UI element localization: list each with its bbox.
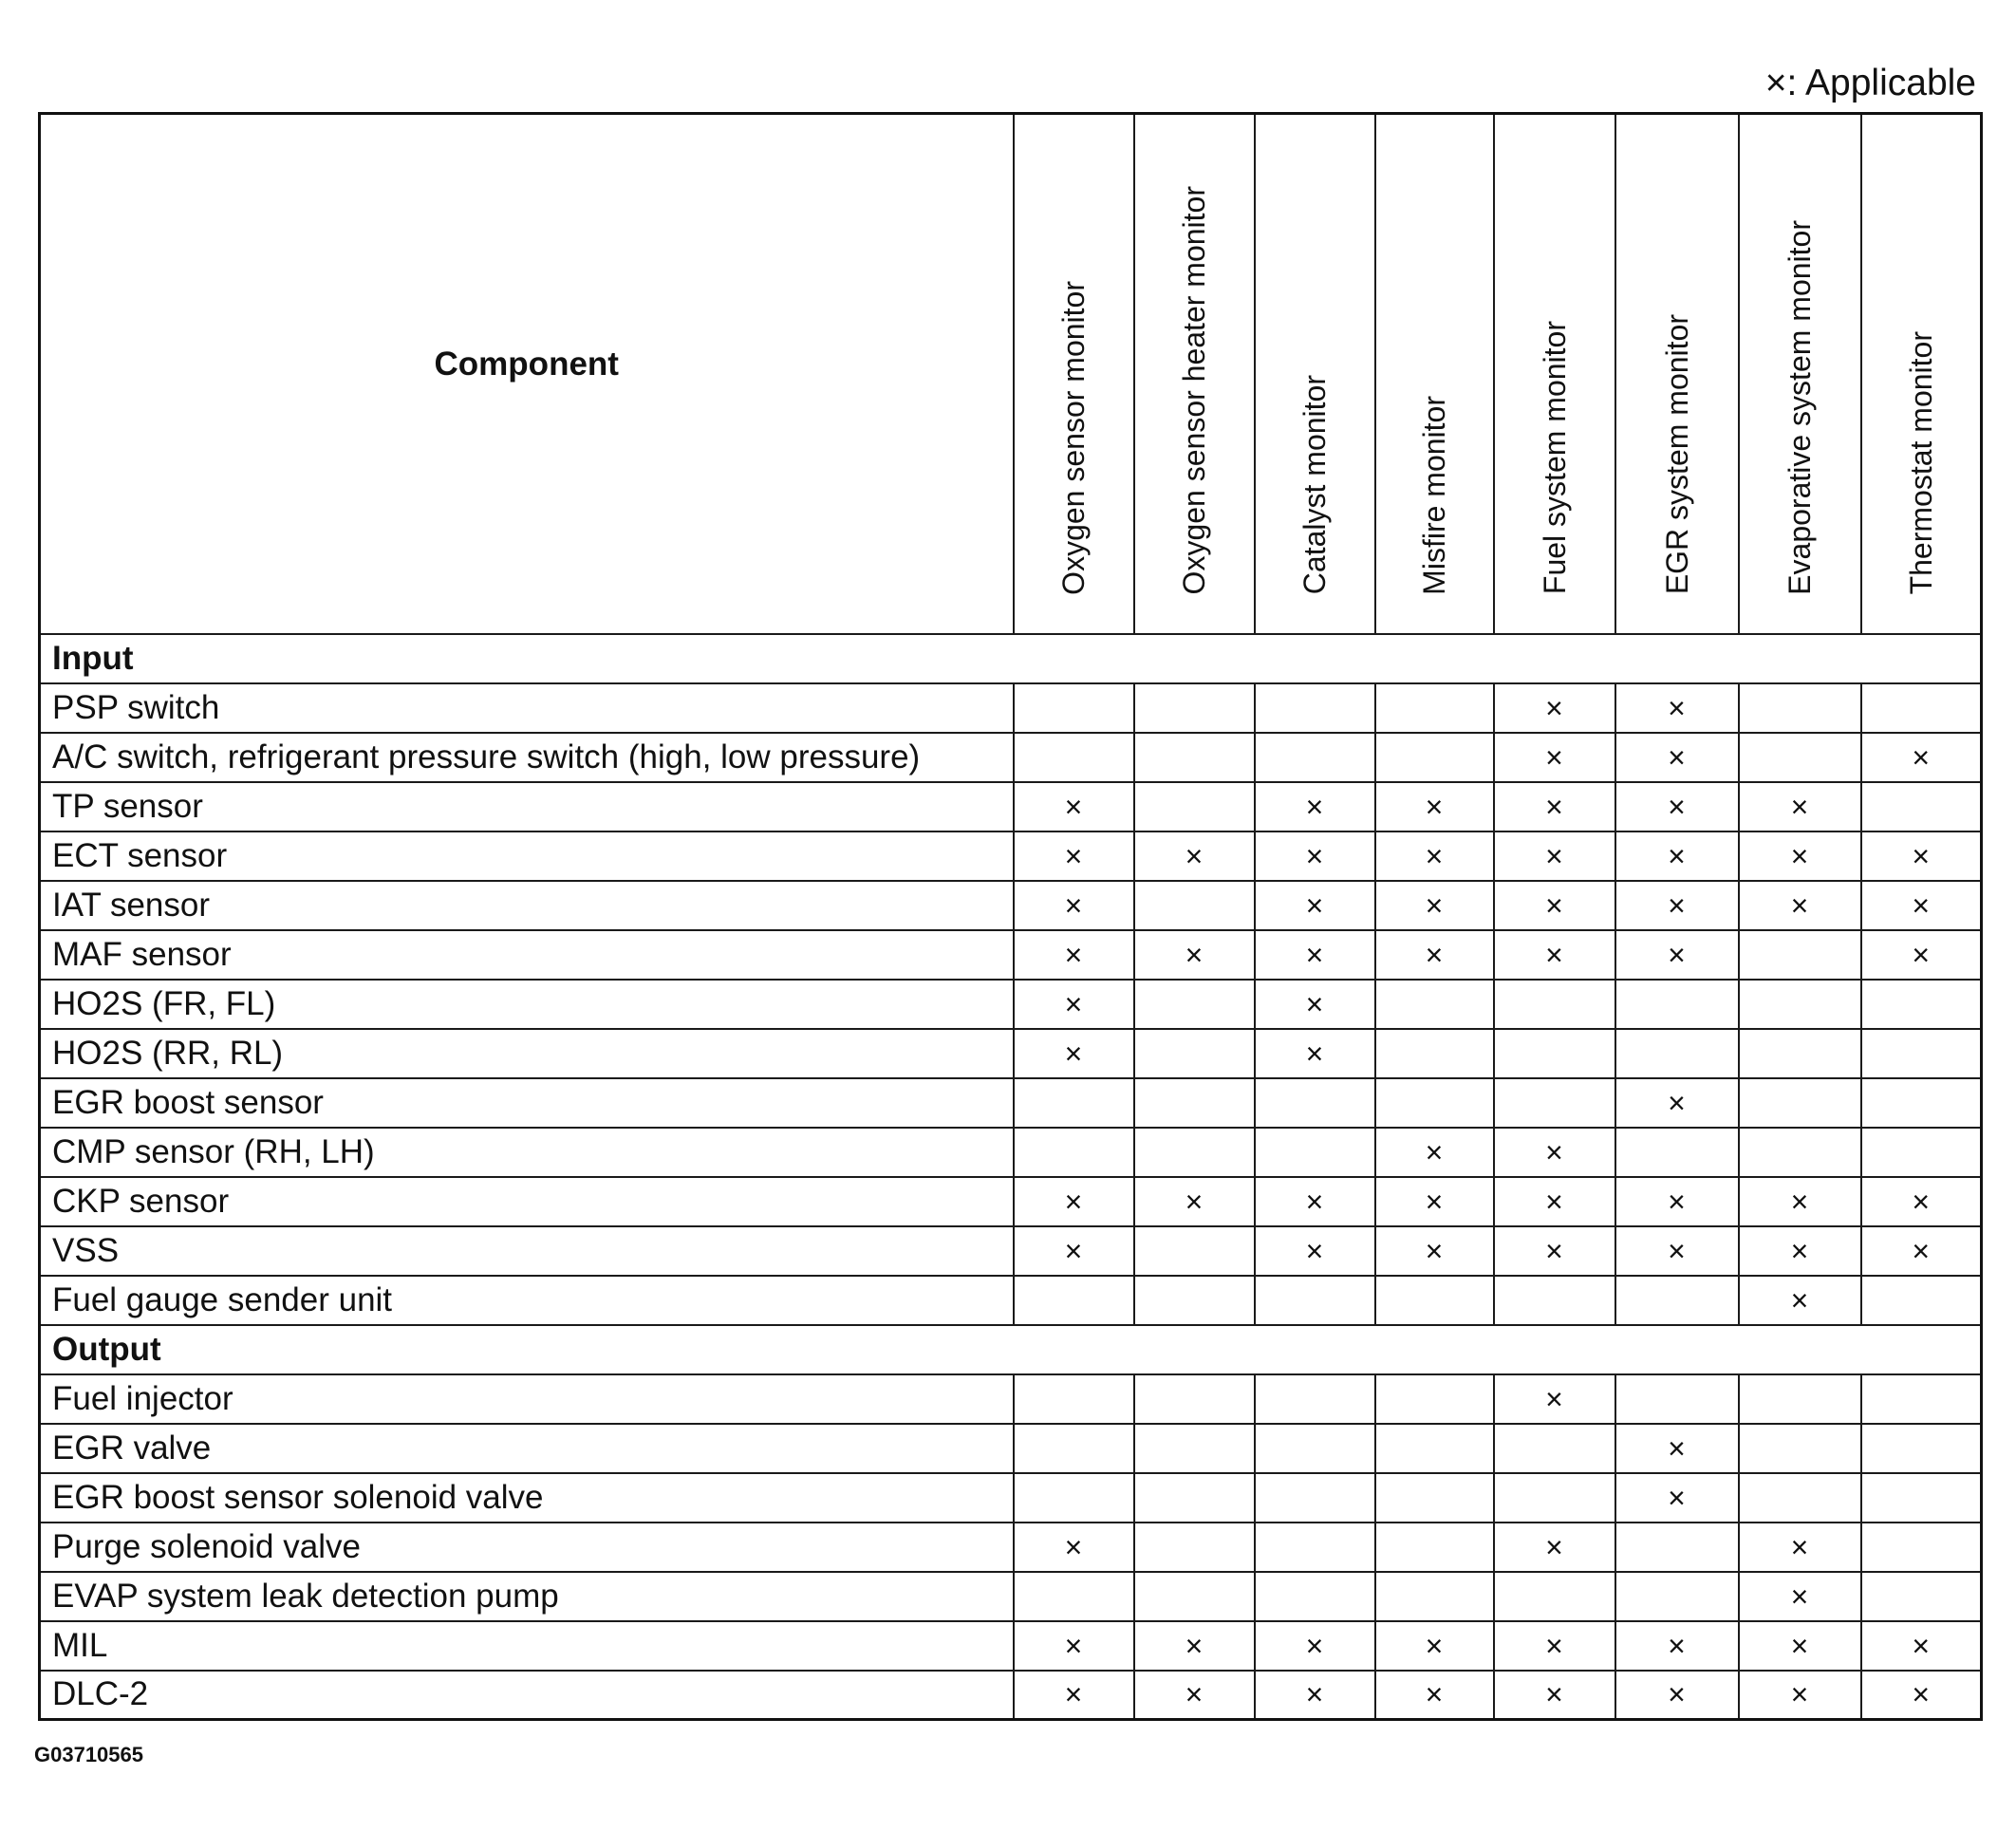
monitor-column-header: [1014, 114, 1134, 634]
empty-cell: [1861, 1473, 1982, 1523]
empty-cell: [1014, 683, 1134, 733]
applicable-mark: ×: [1739, 782, 1861, 831]
monitor-header-label: [1179, 186, 1209, 594]
empty-cell: [1255, 1424, 1375, 1473]
applicable-mark: ×: [1494, 733, 1615, 782]
applicable-mark: ×: [1494, 1671, 1615, 1720]
empty-cell: [1861, 782, 1982, 831]
empty-cell: [1014, 1128, 1134, 1177]
component-name: Fuel injector: [40, 1374, 1014, 1424]
monitor-header-label: [1903, 331, 1938, 595]
table-row: [40, 1572, 1982, 1621]
applicable-mark: ×: [1014, 1177, 1134, 1226]
applicable-mark: ×: [1861, 1226, 1982, 1276]
component-column-header: Component: [40, 114, 1014, 634]
component-name: EGR boost sensor: [40, 1078, 1014, 1128]
empty-cell: [1014, 1374, 1134, 1424]
empty-cell: [1375, 1523, 1494, 1572]
empty-cell: [1861, 1572, 1982, 1621]
applicable-mark: ×: [1014, 782, 1134, 831]
component-name: EGR boost sensor solenoid valve: [40, 1473, 1014, 1523]
empty-cell: [1255, 1078, 1375, 1128]
applicable-mark: ×: [1255, 1177, 1375, 1226]
applicable-mark: ×: [1255, 1029, 1375, 1078]
monitor-header-text: Oxygen sensor monitor: [1056, 280, 1091, 595]
empty-cell: [1615, 1029, 1739, 1078]
empty-cell: [1375, 1374, 1494, 1424]
table-row: [40, 881, 1982, 930]
applicable-mark: ×: [1615, 1473, 1739, 1523]
empty-cell: [1255, 683, 1375, 733]
applicable-mark: ×: [1014, 1029, 1134, 1078]
applicable-mark: ×: [1494, 1128, 1615, 1177]
monitor-component-matrix: [38, 112, 1983, 1721]
applicable-mark: ×: [1255, 930, 1375, 980]
empty-cell: [1861, 980, 1982, 1029]
empty-cell: [1134, 1523, 1255, 1572]
monitor-header-text: Catalyst monitor: [1297, 375, 1332, 595]
applicable-mark: ×: [1375, 1621, 1494, 1671]
empty-cell: [1014, 1473, 1134, 1523]
table-row: [40, 733, 1982, 782]
empty-cell: [1494, 1276, 1615, 1325]
monitor-column-header: [1615, 114, 1739, 634]
applicable-mark: ×: [1739, 881, 1861, 930]
component-name: EVAP system leak detection pump: [40, 1572, 1014, 1621]
table-row: [40, 683, 1982, 733]
component-name: IAT sensor: [40, 881, 1014, 930]
monitor-header-text: Misfire monitor: [1417, 395, 1451, 595]
applicable-mark: ×: [1375, 1128, 1494, 1177]
applicable-mark: ×: [1255, 831, 1375, 881]
table-row: [40, 1621, 1982, 1671]
component-name: DLC-2: [40, 1671, 1014, 1720]
component-name: VSS: [40, 1226, 1014, 1276]
empty-cell: [1739, 1128, 1861, 1177]
component-name: MIL: [40, 1621, 1014, 1671]
applicable-mark: ×: [1255, 1671, 1375, 1720]
empty-cell: [1375, 1029, 1494, 1078]
table-row: [40, 1177, 1982, 1226]
applicable-mark: ×: [1494, 1374, 1615, 1424]
empty-cell: [1739, 980, 1861, 1029]
empty-cell: [1739, 1374, 1861, 1424]
empty-cell: [1255, 1523, 1375, 1572]
empty-cell: [1375, 980, 1494, 1029]
table-row: [40, 930, 1982, 980]
empty-cell: [1014, 1424, 1134, 1473]
empty-cell: [1615, 1523, 1739, 1572]
component-name: CKP sensor: [40, 1177, 1014, 1226]
applicable-mark: ×: [1375, 831, 1494, 881]
monitor-column-header: [1739, 114, 1861, 634]
applicable-mark: ×: [1615, 1621, 1739, 1671]
applicable-mark: ×: [1014, 980, 1134, 1029]
applicable-mark: ×: [1014, 1671, 1134, 1720]
empty-cell: [1134, 1374, 1255, 1424]
empty-cell: [1494, 1078, 1615, 1128]
applicable-mark: ×: [1255, 1621, 1375, 1671]
applicable-mark: ×: [1615, 930, 1739, 980]
applicable-mark: ×: [1255, 782, 1375, 831]
empty-cell: [1615, 980, 1739, 1029]
applicable-mark: ×: [1375, 782, 1494, 831]
component-name: Purge solenoid valve: [40, 1523, 1014, 1572]
empty-cell: [1861, 1276, 1982, 1325]
component-name: TP sensor: [40, 782, 1014, 831]
applicable-mark: ×: [1861, 881, 1982, 930]
applicable-mark: ×: [1494, 683, 1615, 733]
empty-cell: [1255, 1276, 1375, 1325]
applicable-mark: ×: [1739, 1621, 1861, 1671]
applicable-mark: ×: [1494, 1621, 1615, 1671]
empty-cell: [1739, 1078, 1861, 1128]
applicable-mark: ×: [1014, 831, 1134, 881]
applicable-mark: ×: [1739, 1276, 1861, 1325]
component-name: ECT sensor: [40, 831, 1014, 881]
applicable-mark: ×: [1375, 1226, 1494, 1276]
empty-cell: [1255, 1473, 1375, 1523]
empty-cell: [1375, 683, 1494, 733]
monitor-column-header: [1134, 114, 1255, 634]
applicable-mark: ×: [1739, 1226, 1861, 1276]
empty-cell: [1375, 733, 1494, 782]
applicable-mark: ×: [1861, 733, 1982, 782]
empty-cell: [1739, 683, 1861, 733]
monitor-column-header: [1861, 114, 1982, 634]
empty-cell: [1134, 1473, 1255, 1523]
empty-cell: [1134, 1226, 1255, 1276]
table-row: [40, 1078, 1982, 1128]
applicable-mark: ×: [1861, 930, 1982, 980]
empty-cell: [1615, 1572, 1739, 1621]
empty-cell: [1134, 1128, 1255, 1177]
applicable-mark: ×: [1014, 1226, 1134, 1276]
monitor-header-label: [1659, 314, 1694, 595]
section-title: Input: [40, 634, 1982, 683]
applicable-mark: ×: [1494, 1177, 1615, 1226]
empty-cell: [1739, 733, 1861, 782]
empty-cell: [1739, 1473, 1861, 1523]
empty-cell: [1494, 1029, 1615, 1078]
applicable-mark: ×: [1014, 930, 1134, 980]
applicable-mark: ×: [1134, 1621, 1255, 1671]
applicable-mark: ×: [1494, 930, 1615, 980]
empty-cell: [1375, 1276, 1494, 1325]
applicable-mark: ×: [1861, 831, 1982, 881]
applicable-mark: ×: [1014, 1523, 1134, 1572]
table-row: [40, 1523, 1982, 1572]
empty-cell: [1134, 1276, 1255, 1325]
table-row: [40, 1374, 1982, 1424]
applicable-mark: ×: [1255, 980, 1375, 1029]
empty-cell: [1739, 1029, 1861, 1078]
empty-cell: [1134, 1029, 1255, 1078]
monitor-header-label: [1419, 396, 1449, 595]
monitor-column-header: [1375, 114, 1494, 634]
applicable-mark: ×: [1739, 1671, 1861, 1720]
monitor-header-text: Oxygen sensor heater monitor: [1177, 186, 1211, 595]
monitor-header-text: Fuel system monitor: [1537, 321, 1572, 595]
empty-cell: [1861, 1128, 1982, 1177]
applicable-mark: ×: [1134, 831, 1255, 881]
component-name: HO2S (FR, FL): [40, 980, 1014, 1029]
monitor-header-label: [1784, 220, 1815, 595]
empty-cell: [1375, 1572, 1494, 1621]
applicable-mark: ×: [1255, 1226, 1375, 1276]
applicable-mark: ×: [1375, 881, 1494, 930]
applicable-mark: ×: [1615, 1177, 1739, 1226]
applicable-mark: ×: [1375, 930, 1494, 980]
applicable-mark: ×: [1739, 1572, 1861, 1621]
applicable-mark: ×: [1615, 1226, 1739, 1276]
empty-cell: [1615, 1374, 1739, 1424]
table-row: [40, 980, 1982, 1029]
empty-cell: [1014, 1276, 1134, 1325]
table-row: [40, 1029, 1982, 1078]
applicable-mark: ×: [1615, 782, 1739, 831]
applicable-mark: ×: [1494, 1226, 1615, 1276]
table-row: [40, 1424, 1982, 1473]
monitor-header-text: EGR system monitor: [1659, 314, 1694, 595]
header-row: [40, 114, 1982, 634]
section-row: [40, 634, 1982, 683]
empty-cell: [1615, 1128, 1739, 1177]
applicable-mark: ×: [1861, 1177, 1982, 1226]
monitor-column-header: [1494, 114, 1615, 634]
applicable-mark: ×: [1014, 1621, 1134, 1671]
empty-cell: [1739, 930, 1861, 980]
applicable-mark: ×: [1615, 1078, 1739, 1128]
applicable-mark: ×: [1494, 1523, 1615, 1572]
applicable-mark: ×: [1375, 1671, 1494, 1720]
table-row: [40, 1128, 1982, 1177]
applicable-mark: ×: [1134, 930, 1255, 980]
empty-cell: [1494, 980, 1615, 1029]
applicable-mark: ×: [1494, 881, 1615, 930]
monitor-header-label: [1299, 375, 1330, 594]
empty-cell: [1494, 1424, 1615, 1473]
table-row: [40, 1276, 1982, 1325]
component-name: MAF sensor: [40, 930, 1014, 980]
applicable-mark: ×: [1615, 733, 1739, 782]
empty-cell: [1255, 1374, 1375, 1424]
empty-cell: [1494, 1572, 1615, 1621]
applicable-mark: ×: [1615, 1424, 1739, 1473]
monitor-header-label: [1058, 281, 1089, 595]
empty-cell: [1255, 733, 1375, 782]
empty-cell: [1014, 733, 1134, 782]
empty-cell: [1134, 733, 1255, 782]
applicable-mark: ×: [1134, 1671, 1255, 1720]
matrix-body: [40, 634, 1982, 1720]
empty-cell: [1255, 1572, 1375, 1621]
empty-cell: [1014, 1572, 1134, 1621]
component-name: A/C switch, refrigerant pressure switch (high, low pressure): [40, 733, 1014, 782]
component-name: EGR valve: [40, 1424, 1014, 1473]
empty-cell: [1134, 881, 1255, 930]
section-title: Output: [40, 1325, 1982, 1374]
table-row: [40, 1671, 1982, 1720]
empty-cell: [1861, 683, 1982, 733]
empty-cell: [1255, 1128, 1375, 1177]
table-row: [40, 782, 1982, 831]
applicable-mark: ×: [1014, 881, 1134, 930]
monitor-header-label: [1537, 321, 1572, 595]
empty-cell: [1134, 1572, 1255, 1621]
applicable-mark: ×: [1494, 782, 1615, 831]
empty-cell: [1615, 1276, 1739, 1325]
empty-cell: [1494, 1473, 1615, 1523]
component-name: PSP switch: [40, 683, 1014, 733]
section-row: [40, 1325, 1982, 1374]
applicable-mark: ×: [1861, 1621, 1982, 1671]
figure-id: G03710565: [34, 1743, 143, 1766]
table-row: [40, 1473, 1982, 1523]
applicable-legend: ×: Applicable: [1764, 63, 1976, 103]
empty-cell: [1739, 1424, 1861, 1473]
applicable-mark: ×: [1494, 831, 1615, 881]
empty-cell: [1861, 1374, 1982, 1424]
applicable-mark: ×: [1255, 881, 1375, 930]
empty-cell: [1375, 1473, 1494, 1523]
applicable-mark: ×: [1134, 1177, 1255, 1226]
empty-cell: [1375, 1424, 1494, 1473]
applicable-mark: ×: [1615, 683, 1739, 733]
applicable-mark: ×: [1615, 831, 1739, 881]
empty-cell: [1014, 1078, 1134, 1128]
empty-cell: [1861, 1523, 1982, 1572]
applicable-mark: ×: [1615, 881, 1739, 930]
empty-cell: [1375, 1078, 1494, 1128]
applicable-mark: ×: [1615, 1671, 1739, 1720]
empty-cell: [1134, 980, 1255, 1029]
component-name: Fuel gauge sender unit: [40, 1276, 1014, 1325]
empty-cell: [1861, 1029, 1982, 1078]
empty-cell: [1134, 1424, 1255, 1473]
monitor-header-text: Thermostat monitor: [1903, 331, 1938, 595]
monitor-column-header: [1255, 114, 1375, 634]
monitor-header-text: Evaporative system monitor: [1783, 219, 1817, 595]
empty-cell: [1134, 1078, 1255, 1128]
applicable-mark: ×: [1861, 1671, 1982, 1720]
empty-cell: [1861, 1424, 1982, 1473]
empty-cell: [1134, 683, 1255, 733]
table-row: [40, 1226, 1982, 1276]
component-name: HO2S (RR, RL): [40, 1029, 1014, 1078]
component-name: CMP sensor (RH, LH): [40, 1128, 1014, 1177]
applicable-mark: ×: [1739, 1523, 1861, 1572]
empty-cell: [1134, 782, 1255, 831]
table-row: [40, 831, 1982, 881]
applicable-mark: ×: [1739, 1177, 1861, 1226]
applicable-mark: ×: [1739, 831, 1861, 881]
empty-cell: [1861, 1078, 1982, 1128]
applicable-mark: ×: [1375, 1177, 1494, 1226]
